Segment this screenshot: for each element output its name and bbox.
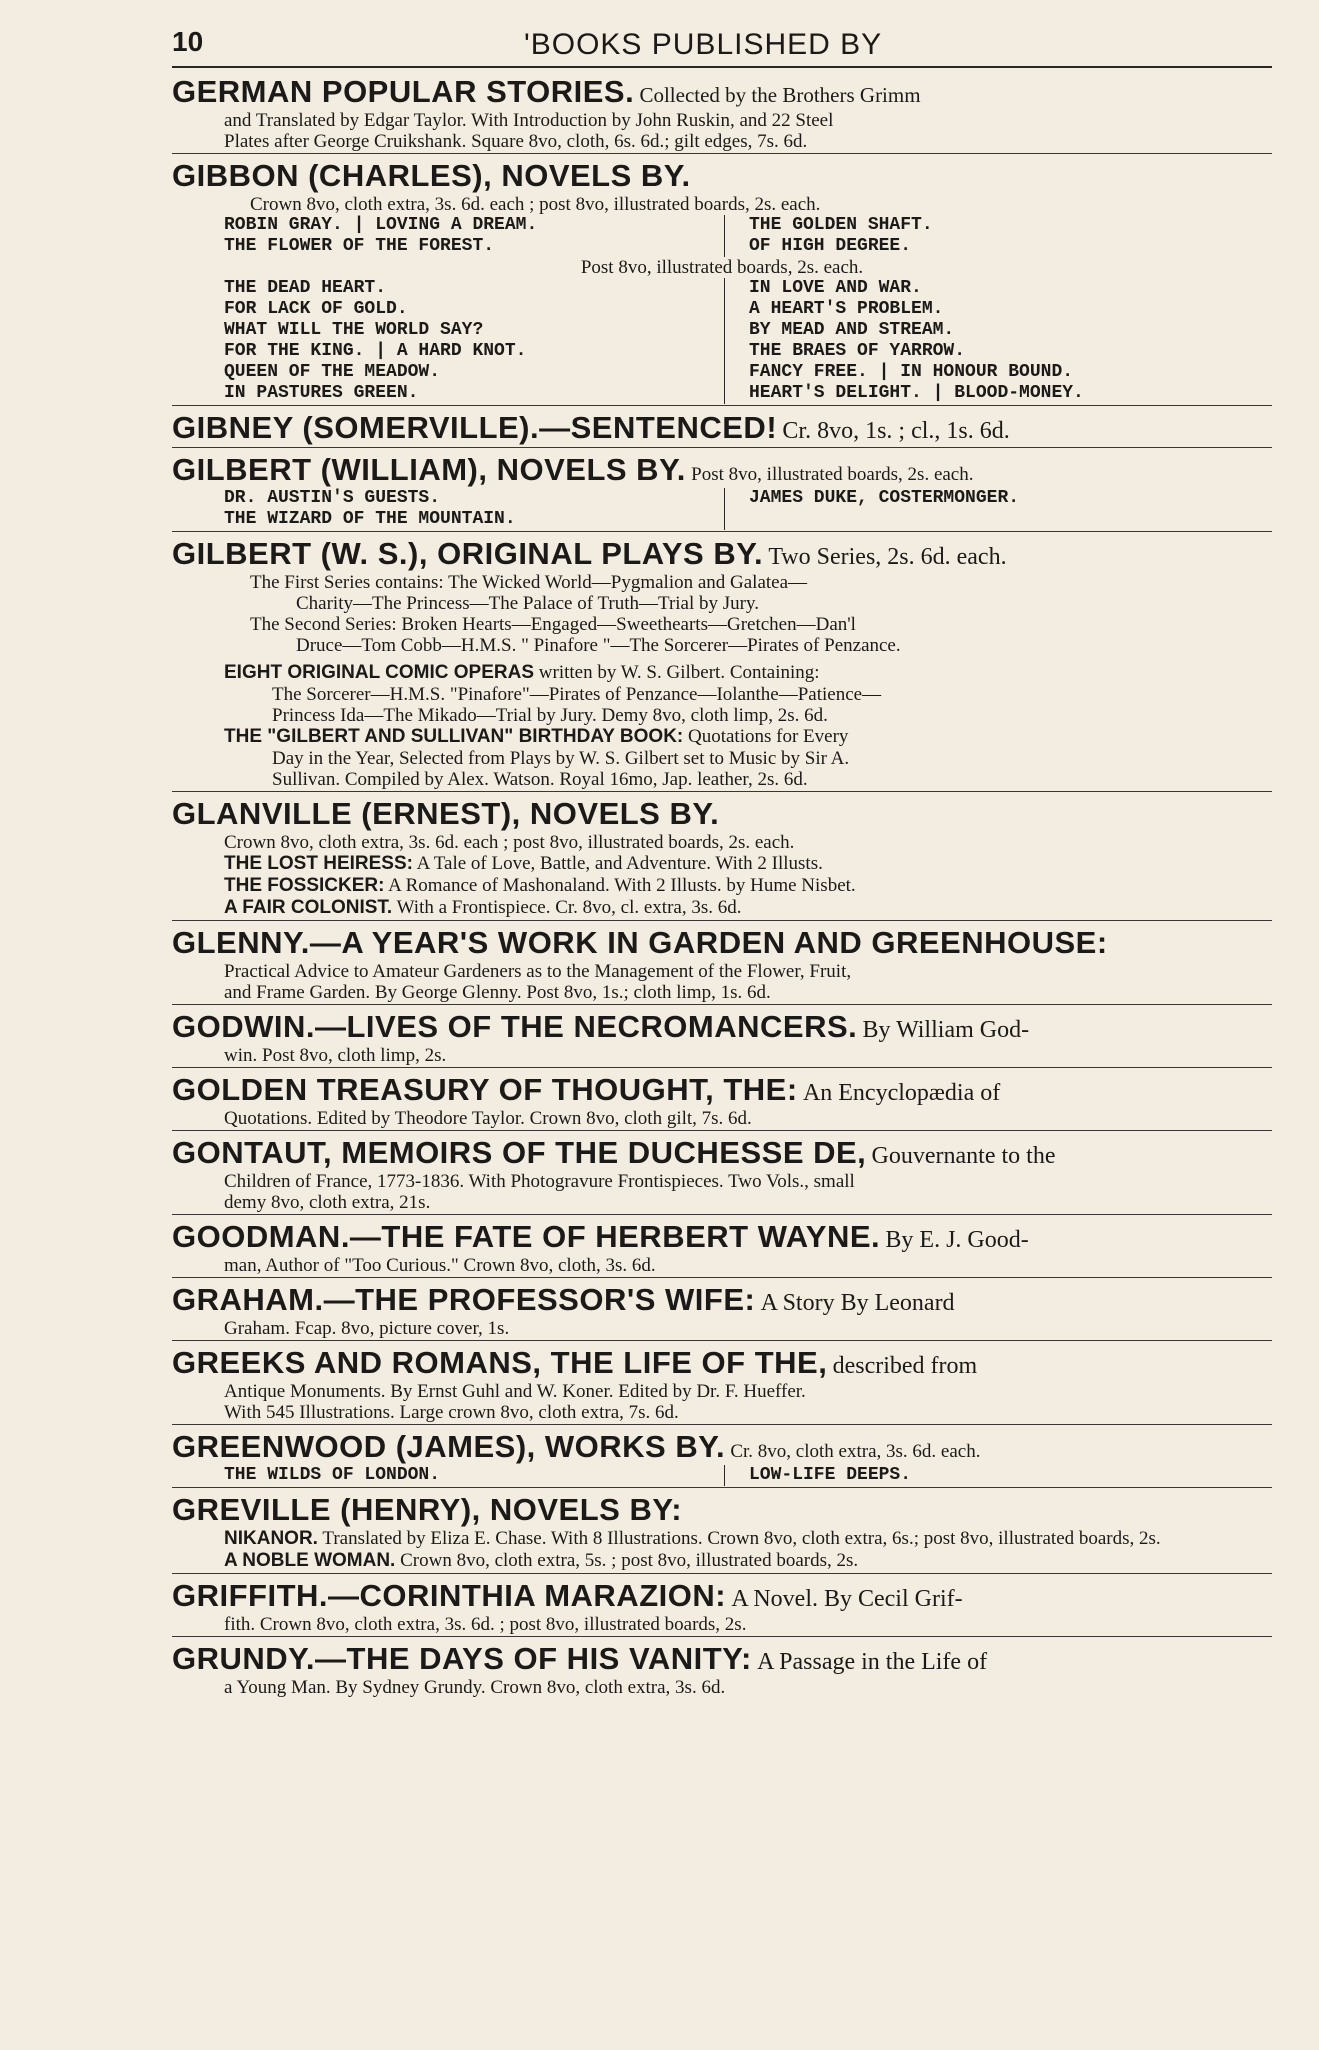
entry-line: demy 8vo, cloth extra, 21s. [224,1192,431,1213]
book-title: FOR LACK OF GOLD. [224,299,408,319]
entry-line: A Romance of Mashonaland. With 2 Illusts. by Hume Nisbet. [388,875,856,896]
entry-godwin [172,1005,1272,1068]
book-title: IN LOVE AND WAR. [749,278,922,298]
entry-graham [172,1278,1272,1341]
entry-subheading: THE "GILBERT AND SULLIVAN" BIRTHDAY BOOK: [224,726,684,747]
entry-line: Children of France, 1773-1836. With Photogravure Frontispieces. Two Vols., small [224,1171,855,1192]
title-columns [172,278,1272,404]
entry-heading: GREEKS AND ROMANS, THE LIFE OF THE, [172,1345,828,1380]
entry-heading: GRIFFITH.—CORINTHIA MARAZION: [172,1578,727,1613]
entry-line: Post 8vo, illustrated boards, 2s. each. [580,257,864,278]
entry-gilbert-ws [172,532,1272,792]
book-title: DR. AUSTIN'S GUESTS. [224,488,441,508]
entry-heading: GOODMAN.—THE FATE OF HERBERT WAYNE. [172,1219,881,1254]
book-title: A HEART'S PROBLEM. [749,299,944,319]
entry-subheading: A NOBLE WOMAN. [224,1550,396,1571]
entry-heading: GERMAN POPULAR STORIES. [172,74,635,109]
entry-line: man, Author of "Too Curious." Crown 8vo, cloth, 3s. 6d. [224,1255,656,1276]
book-title: LOW-LIFE DEEPS. [749,1465,912,1485]
entry-heading: GILBERT (W. S.), ORIGINAL PLAYS BY. [172,536,764,571]
entry-gibbon [172,154,1272,406]
book-title: THE BRAES OF YARROW. [749,341,966,361]
entry-griffith [172,1574,1272,1637]
entry-subheading: THE LOST HEIRESS: [224,853,413,874]
page-header [172,22,1272,68]
entry-greenwood [172,1425,1272,1488]
entry-line: A Tale of Love, Battle, and Adventure. With 2 Illusts. [416,853,823,874]
entry-description: A Novel. By Cecil Grif- [731,1586,963,1612]
title-columns [172,1465,1272,1486]
entry-line: The Second Series: Broken Hearts—Engaged—Sweethearts—Gretchen—Dan'l [250,614,856,635]
entry-line: With 545 Illustrations. Large crown 8vo, cloth extra, 7s. 6d. [224,1402,679,1423]
entry-line: written by W. S. Gilbert. Containing: [538,662,820,683]
title-columns [172,488,1272,530]
entry-line: Day in the Year, Selected from Plays by W. S. Gilbert set to Music by Sir A. [272,748,850,769]
entry-gibney [172,406,1272,448]
entry-line: Sullivan. Compiled by Alex. Watson. Royal 16mo, Jap. leather, 2s. 6d. [272,769,808,790]
entry-line: Quotations. Edited by Theodore Taylor. Crown 8vo, cloth gilt, 7s. 6d. [224,1108,752,1129]
entry-line: Princess Ida—The Mikado—Trial by Jury. Demy 8vo, cloth limp, 2s. 6d. [272,705,828,726]
entry-line: Graham. Fcap. 8vo, picture cover, 1s. [224,1318,510,1339]
book-title: ROBIN GRAY. | LOVING A DREAM. [224,215,538,235]
book-title: THE WIZARD OF THE MOUNTAIN. [224,509,516,529]
entry-subheading: EIGHT ORIGINAL COMIC OPERAS [224,662,535,683]
entry-line: Crown 8vo, cloth extra, 3s. 6d. each ; post 8vo, illustrated boards, 2s. each. [250,194,821,215]
book-title: THE FLOWER OF THE FOREST. [224,236,495,256]
entry-description: Collected by the Brothers Grimm [639,83,921,107]
book-title: OF HIGH DEGREE. [749,236,912,256]
catalogue-listing [172,70,1272,1699]
entry-heading: GLANVILLE (ERNEST), NOVELS BY. [172,796,720,831]
entry-heading: GIBBON (CHARLES), NOVELS BY. [172,158,691,193]
entry-goodman [172,1215,1272,1278]
book-title: BY MEAD AND STREAM. [749,320,955,340]
entry-glanville [172,792,1272,921]
entry-description: Gouvernante to the [871,1143,1056,1169]
book-title: FANCY FREE. | IN HONOUR BOUND. [749,362,1074,382]
entry-description: A Story By Leonard [760,1290,955,1316]
entry-gontaut [172,1131,1272,1215]
entry-heading: GLENNY.—A YEAR'S WORK IN GARDEN AND GREENHOUSE: [172,925,1108,960]
entry-line: Druce—Tom Cobb—H.M.S. " Pinafore "—The Sorcerer—Pirates of Penzance. [296,635,901,656]
book-title: THE WILDS OF LONDON. [224,1465,441,1485]
entry-description: By E. J. Good- [885,1227,1029,1253]
book-title: HEART'S DELIGHT. | BLOOD-MONEY. [749,383,1084,403]
entry-subheading: THE FOSSICKER: [224,875,385,896]
entry-heading: GRAHAM.—THE PROFESSOR'S WIFE: [172,1282,756,1317]
entry-heading: GOLDEN TREASURY OF THOUGHT, THE: [172,1072,798,1107]
entry-line: Plates after George Cruikshank. Square 8vo, cloth, 6s. 6d.; gilt edges, 7s. 6d. [224,131,808,152]
book-title: IN PASTURES GREEN. [224,383,419,403]
entry-description: Post 8vo, illustrated boards, 2s. each. [691,464,974,485]
running-title: 'BOOKS PUBLISHED BY [524,28,883,61]
entry-description: A Passage in the Life of [757,1649,988,1675]
entry-line: The Sorcerer—H.M.S. "Pinafore"—Pirates of Penzance—Iolanthe—Patience— [272,684,882,705]
entry-german-popular-stories [172,70,1272,154]
book-title: JAMES DUKE, COSTERMONGER. [749,488,1020,508]
book-title: WHAT WILL THE WORLD SAY? [224,320,484,340]
entry-line: Crown 8vo, cloth extra, 3s. 6d. each ; post 8vo, illustrated boards, 2s. each. [224,832,795,853]
entry-line: With a Frontispiece. Cr. 8vo, cl. extra, 3s. 6d. [396,897,742,918]
entry-line: Quotations for Every [688,726,849,747]
entry-grundy [172,1637,1272,1699]
book-title: FOR THE KING. | A HARD KNOT. [224,341,527,361]
page-number: 10 [172,26,204,57]
entry-line: and Frame Garden. By George Glenny. Post 8vo, 1s.; cloth limp, 1s. 6d. [224,982,771,1003]
entry-glenny [172,921,1272,1005]
entry-line: Translated by Eliza E. Chase. With 8 Illustrations. Crown 8vo, cloth extra, 6s.; post 8vo, illustrated boards, 2s. [322,1528,1161,1549]
entry-golden-treasury [172,1068,1272,1131]
entry-line: and Translated by Edgar Taylor. With Introduction by John Ruskin, and 22 Steel [224,110,834,131]
book-title: THE GOLDEN SHAFT. [749,215,933,235]
entry-heading: GREVILLE (HENRY), NOVELS BY: [172,1492,683,1527]
entry-description: By William God- [862,1017,1030,1043]
entry-line: The First Series contains: The Wicked World—Pygmalion and Galatea— [250,572,808,593]
entry-line: win. Post 8vo, cloth limp, 2s. [224,1045,447,1066]
entry-heading: GILBERT (WILLIAM), NOVELS BY. [172,452,686,487]
book-title: THE DEAD HEART. [224,278,387,298]
entry-description: described from [832,1353,978,1379]
entry-heading: GONTAUT, MEMOIRS OF THE DUCHESSE DE, [172,1135,867,1170]
entry-line: Crown 8vo, cloth extra, 5s. ; post 8vo, illustrated boards, 2s. [400,1550,859,1571]
entry-description: Cr. 8vo, 1s. ; cl., 1s. 6d. [782,418,1010,444]
entry-gilbert-william [172,448,1272,532]
book-title: QUEEN OF THE MEADOW. [224,362,441,382]
entry-subheading: NIKANOR. [224,1528,318,1549]
entry-subheading: A FAIR COLONIST. [224,897,393,918]
entry-greville [172,1488,1272,1574]
entry-heading: GRUNDY.—THE DAYS OF HIS VANITY: [172,1641,752,1676]
entry-heading: GREENWOOD (JAMES), WORKS BY. [172,1429,726,1464]
entry-heading: GIBNEY (SOMERVILLE).—SENTENCED! [172,410,778,445]
entry-description: Two Series, 2s. 6d. each. [768,544,1007,570]
entry-line: a Young Man. By Sydney Grundy. Crown 8vo, cloth extra, 3s. 6d. [224,1677,726,1698]
entry-greeks-and-romans [172,1341,1272,1425]
entry-line: fith. Crown 8vo, cloth extra, 3s. 6d. ; post 8vo, illustrated boards, 2s. [224,1614,747,1635]
entry-description: An Encyclopædia of [802,1080,1001,1106]
entry-line: Practical Advice to Amateur Gardeners as to the Management of the Flower, Fruit, [224,961,852,982]
title-columns [172,215,1272,257]
entry-heading: GODWIN.—LIVES OF THE NECROMANCERS. [172,1009,858,1044]
entry-line: Charity—The Princess—The Palace of Truth—Trial by Jury. [296,593,759,614]
entry-description: Cr. 8vo, cloth extra, 3s. 6d. each. [730,1441,981,1462]
entry-line: Antique Monuments. By Ernst Guhl and W. Koner. Edited by Dr. F. Hueffer. [224,1381,806,1402]
